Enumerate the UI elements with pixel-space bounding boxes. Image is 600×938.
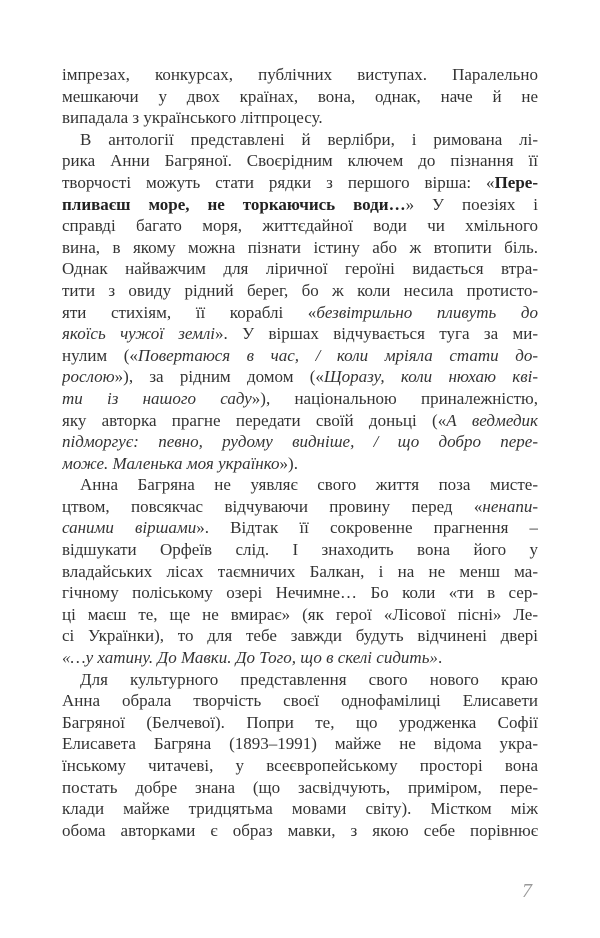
body-text: сі Українки), то для тебе завжди будуть відчинені двері <box>62 626 538 646</box>
body-text: Однак найважчим для ліричної героїні видається втра- <box>62 259 538 279</box>
body-text: мешкаючи у двох країнах, вона, однак, наче й не <box>62 86 538 106</box>
body-text: владайських лісах таємничих Балкан, і на не менш ма- <box>62 561 538 581</box>
body-text: Елисавета Багряна (1893–1991) майже не відома укра- <box>62 734 538 754</box>
body-text: Для культурного представлення свого нового краю <box>80 669 538 689</box>
italic-quote-text: ненапи- <box>482 496 538 516</box>
text-line <box>62 496 538 518</box>
text-line <box>62 604 538 626</box>
body-text: »), національною приналежністю, <box>251 388 538 408</box>
text-line <box>62 345 538 367</box>
text-line <box>62 798 538 820</box>
italic-quote-text: А ведмедик <box>446 410 538 430</box>
italic-quote-text: ти із нашого саду <box>62 388 252 408</box>
body-text: рика Анни Багряної. Своєрідним ключем до пізнання її <box>62 151 538 171</box>
body-text: обома авторками є образ мавки, з якою себе порівнює <box>62 820 538 840</box>
italic-quote-text: Повертаюся в час, / коли мріяла стати до- <box>137 345 538 365</box>
italic-quote-text: може. Маленька моя українко <box>62 453 280 473</box>
text-line <box>62 410 538 432</box>
text-line <box>62 237 538 259</box>
body-text: яку авторка прагне передати своїй доньці (« <box>62 410 447 430</box>
body-text: В антології представлені й верлібри, і римована лі- <box>80 129 538 149</box>
body-text: творчості можуть стати рядки з першого вірша: « <box>62 172 495 192</box>
italic-quote-text: безвітрильно пливуть до <box>316 302 538 322</box>
body-text: гічному поліському озері Нечимне… Бо коли «ти в сер- <box>62 583 538 603</box>
body-text: цтвом, повсякчас відчуваючи провину перед « <box>62 496 483 516</box>
body-text: Анна обрала творчість своєї однофамілиці Елисавети <box>62 691 538 711</box>
text-line <box>62 755 538 777</box>
body-text: ». У віршах відчувається туга за ми- <box>215 324 538 344</box>
italic-quote-text: Щоразу, коли нюхаю кві- <box>323 367 538 387</box>
italic-quote-text: підморгує: певно, рудому видніше, / що добро пере- <box>62 432 538 452</box>
text-line <box>62 733 538 755</box>
italic-quote-text: «…у хатину. До Мавки. До Того, що в скелі сидить» <box>62 648 438 668</box>
text-line <box>62 194 538 216</box>
text-line <box>62 453 538 475</box>
page-body-text <box>62 64 538 841</box>
body-text: постать добре знана (що засвідчують, приміром, пере- <box>62 777 538 797</box>
text-line <box>62 280 538 302</box>
body-text: клади майже тридцятьма мовами світу). Містком між <box>62 799 538 819</box>
body-text: вина, в якому можна пізнати істину або ж втопити біль. <box>62 237 538 257</box>
text-line <box>62 86 538 108</box>
body-text: »). <box>279 453 298 473</box>
body-text: » У поезіях і <box>405 194 538 214</box>
body-text: тити з овиду рідний берег, бо ж коли несила протисто- <box>62 280 538 300</box>
text-line <box>62 582 538 604</box>
text-line <box>62 215 538 237</box>
text-line <box>62 64 538 86</box>
text-line <box>62 474 538 496</box>
text-line <box>62 150 538 172</box>
text-line <box>62 690 538 712</box>
body-text: Анна Багряна не уявляє свого життя поза мисте- <box>80 475 538 495</box>
text-line <box>62 366 538 388</box>
text-line <box>62 561 538 583</box>
text-line <box>62 388 538 410</box>
italic-quote-text: якоїсь чужої землі <box>62 324 216 344</box>
body-text: відшукати Орфеїв слід. І знаходить вона його у <box>62 540 538 560</box>
body-text: випадала з українського літпроцесу. <box>62 108 323 128</box>
body-text: Багряної (Белчевої). Попри те, що уродженка Софії <box>62 712 538 732</box>
body-text: справді багато моря, життєдайної води чи хмільного <box>62 216 538 236</box>
text-line <box>62 323 538 345</box>
body-text: ці маєш те, ще не вмирає» (як герої «Лісової пісні» Ле- <box>62 604 538 624</box>
text-line <box>62 129 538 151</box>
text-line <box>62 302 538 324</box>
text-line <box>62 625 538 647</box>
text-line <box>62 107 538 129</box>
italic-quote-text: рослою <box>62 367 115 387</box>
text-line <box>62 539 538 561</box>
body-text: імпрезах, конкурсах, публічних виступах. Паралельно <box>62 65 538 84</box>
body-text: . <box>437 648 443 668</box>
body-text: яти стихіям, її кораблі « <box>62 302 317 322</box>
bold-quote-text: Пере- <box>494 172 538 192</box>
body-text: ». Відтак її сокровенне прагнення – <box>196 518 538 538</box>
body-text: нулим (« <box>62 345 138 365</box>
text-line <box>62 517 538 539</box>
text-line <box>62 431 538 453</box>
bold-quote-text: пливаєш море, не торкаючись води… <box>62 194 406 214</box>
text-line <box>62 258 538 280</box>
text-line <box>62 777 538 799</box>
text-line <box>62 647 538 669</box>
text-line <box>62 669 538 691</box>
body-text: »), за рідним домом (« <box>114 367 324 387</box>
body-text: їнському читачеві, у всеєвропейському просторі вона <box>62 756 538 775</box>
text-line <box>62 172 538 194</box>
text-line <box>62 712 538 734</box>
text-line <box>62 820 538 842</box>
italic-quote-text: саними віршами <box>62 518 197 538</box>
page-number: 7 <box>522 880 532 902</box>
